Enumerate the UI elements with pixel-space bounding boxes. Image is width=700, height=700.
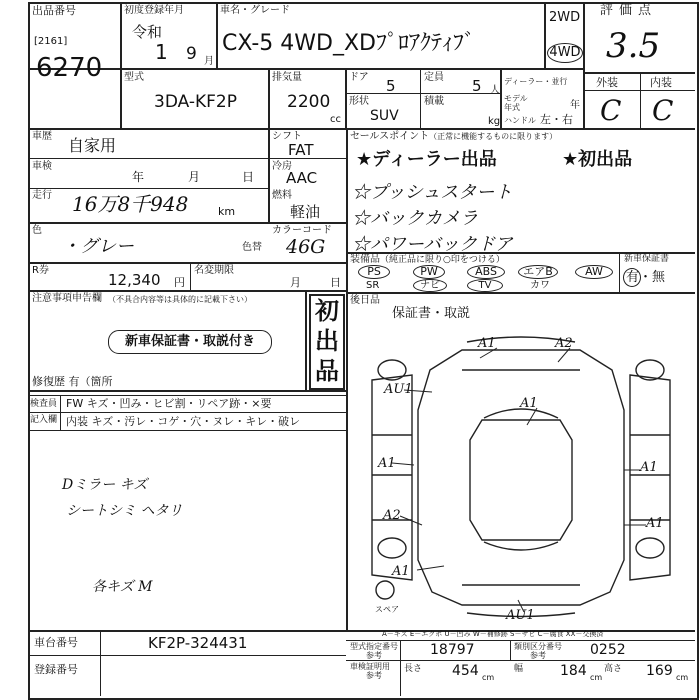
body-shape: SUV [370,108,399,124]
equip-ps: PS [358,265,390,279]
repair-history: 修復歴 有（箇所 [32,375,113,388]
height: 169 [646,663,673,679]
warranty-badge [108,330,272,354]
name-change-month: 月 [290,276,301,289]
era: 令和 [132,23,163,41]
exterior-label: 外装 [596,76,618,89]
col-line [500,68,502,128]
car-body-outline [418,350,624,605]
equip-airbag: エアB [518,265,558,279]
damage-mark: A1 [478,336,496,351]
warranty-circle [623,268,641,287]
recycle-amount: 12,340 [108,271,161,289]
equip-leather: カワ [530,280,550,291]
damage-mark: A2 [383,508,401,523]
model-year-label: モデル年式 [504,94,528,112]
first-listing-char: 初 [315,297,339,325]
damage-mark: A1 [378,456,396,471]
length-label: 長さ [404,664,423,674]
load-label: 積載 [424,96,444,107]
first-listing-char: 品 [315,357,339,385]
inspection-month: 月 [188,170,201,184]
cert-sub: 参考 [366,671,382,680]
spare-label: スペア [375,605,399,614]
inspection-label: 車検 [32,161,52,172]
row-line [28,390,346,392]
color-code: 46G [286,236,326,258]
equipment-note: （純正品に限り○印をつける） [380,255,505,265]
col-line [400,640,401,696]
equipment-label: 装備品（純正品に限り○印をつける） [350,254,505,265]
spare-tire [376,581,394,599]
model-year-unit: 年 [570,100,580,111]
dealer-label: ディーラー・並行 [504,77,568,86]
ac-label: 冷房 [272,161,292,172]
displacement-label: 排気量 [272,72,302,83]
row-line [28,188,268,189]
row-line [28,222,346,224]
first-reg-month: 9 [186,44,197,64]
col-line [420,68,421,128]
col-line [190,262,191,290]
load-unit: kg [488,116,501,127]
color-code-label: カラーコード [272,225,332,236]
col-line [346,128,348,630]
color-change-label: 色替 [242,242,262,253]
car-name: CX-5 4WD_XDﾌﾟﾛｱｸﾃｨﾌﾞ [222,31,475,56]
row-line [28,412,346,413]
wheel-rl [378,538,406,558]
mileage: 16万8千948 [72,192,189,216]
mileage-label: 走行 [32,190,52,201]
damage-mark: A1 [392,564,410,579]
col-line [268,128,270,222]
doors-label: ドア [349,72,369,83]
history-value: 自家用 [68,136,117,155]
name-change-label: 名変期限 [194,265,234,276]
first-listing-stamp [309,294,345,390]
spec-sub: 参考 [366,651,382,660]
first-reg-month-unit: 月 [204,56,214,67]
displacement-unit: cc [330,114,341,125]
warranty-label: 新車保証書 [624,254,670,264]
col-line [510,640,511,660]
sales-back-camera: ☆バックカメラ [352,208,478,229]
chassis-number: KF2P-324431 [148,634,248,652]
length: 454 [452,663,479,679]
fuel-label: 燃料 [272,190,292,201]
equip-navi: ナビ [413,279,447,292]
drive-2wd: 2WD [549,10,581,25]
sales-label: セールスポイント（正常に機能するものに限ります） [350,131,558,142]
row-line [28,430,346,431]
model-label: 型式 [124,72,144,83]
row-line [28,262,346,264]
evaluation-score: 3.5 [606,26,661,66]
class-number: 0252 [590,642,626,658]
model-code: 3DA-KF2P [154,92,237,112]
handle-label: ハンドル [504,116,536,125]
damage-mark: A2 [555,336,573,351]
col-line [100,630,101,696]
col-line [305,290,307,390]
history-label: 車歴 [32,131,52,142]
col-line [640,72,641,128]
lot-number-label: 出品番号 [32,4,76,17]
damage-mark: AU1 [384,382,413,397]
height-unit: cm [676,673,689,682]
lot-number: 6270 [36,53,103,83]
fuel: 軽油 [290,203,321,221]
notes-label: 注意事項申告欄 [32,293,102,304]
notes-sub: （不具合内容等は具体的に記載下さい） [108,295,252,304]
mileage-unit: km [218,205,236,218]
col-line [216,2,218,68]
inspector-row-exterior: FW キズ・凹み・ヒビ割・リペア跡・×要 [66,397,272,410]
inspector-label-2: 記入欄 [30,415,58,425]
damage-mark: A1 [646,516,664,531]
row-line [28,395,346,396]
spec-number: 18797 [430,642,475,658]
lot-sub-label: [2161] [34,36,68,47]
first-reg-year: 1 [155,40,168,64]
cert-label: 車検証明用 [350,662,390,671]
spec-label: 型式指定番号 [350,642,398,651]
exterior-grade: C [600,94,622,127]
color: ・グレー [62,236,134,257]
col-line [268,68,270,128]
row-line [346,292,695,294]
remark-mirror: Dミラー キズ [62,477,148,493]
shift: FAT [288,141,314,159]
inspection-year: 年 [132,170,145,184]
recycle-unit: 円 [174,276,185,289]
name-change-day: 日 [330,276,341,289]
remark-seat: シートシミ ヘタリ [66,503,183,519]
remark-scratches: 各キズ M [92,579,153,595]
later-items: 保証書・取説 [392,306,471,321]
evaluation-label: 評価点 [600,3,658,18]
handle-value: 左・右 [540,113,573,126]
first-registration-label: 初度登録年月 [124,5,184,16]
col-line [544,2,546,68]
warranty-value: 有・無 [626,270,666,285]
color-label: 色 [32,225,42,236]
interior-label: 内装 [650,76,672,89]
car-rear-window [484,542,558,550]
registration-label: 登録番号 [34,663,78,676]
capacity-label: 定員 [424,72,444,83]
col-line [120,2,122,128]
later-items-label: 後日品 [350,295,380,306]
col-line [60,395,61,430]
width-unit: cm [590,673,603,682]
ac: AAC [286,169,318,187]
row-line [28,128,695,130]
equip-abs: ABS [467,265,505,279]
length-unit: cm [482,673,495,682]
doors: 5 [386,77,396,95]
class-label: 類別区分番号 [514,642,562,651]
sales-dealer: ★ディーラー出品 [356,149,497,170]
sales-push-start: ☆プッシュスタート [352,182,513,203]
row-line [28,290,346,292]
damage-mark: A1 [520,396,538,411]
equip-tv: TV [467,279,503,292]
col-line [345,68,347,128]
damage-legend: A－キズ E－エクボ U－凹み W－補修跡 S－サビ C－腐食 XX－交換済 [382,630,604,638]
capacity: 5 [472,77,482,95]
row-line [583,90,695,91]
interior-grade: C [652,94,674,127]
sales-power-backdoor: ☆パワーバックドア [352,234,513,255]
damage-mark: A1 [640,460,658,475]
row-line [346,660,695,661]
col-line [619,252,620,292]
height-label: 高さ [604,664,623,674]
car-roof [470,420,572,540]
capacity-unit: 人 [490,85,500,96]
equip-pw: PW [413,265,445,279]
car-name-label: 車名・グレード [220,5,290,16]
first-listing-char: 出 [315,327,339,355]
equip-sr: SR [366,280,380,291]
damage-mark: AU1 [506,608,535,623]
width: 184 [560,663,587,679]
inspector-label: 検査員 [30,399,58,409]
inspection-day: 日 [242,170,255,184]
sales-note: （正常に機能するものに限ります） [429,132,558,141]
shift-label: シフト [272,131,302,142]
drive-4wd-circled: 4WD [547,43,583,63]
inspector-row-interior: 内装 キズ・汚レ・コゲ・穴・ヌレ・キレ・破レ [66,415,301,428]
wheel-rr [636,538,664,558]
width-label: 幅 [514,664,524,674]
row-line [583,72,695,74]
row-line [28,655,346,656]
displacement: 2200 [287,92,331,112]
equip-aw: AW [575,265,613,279]
col-line [583,2,585,128]
warranty-badge-text: 新車保証書・取説付き [124,334,255,349]
sales-first: ★初出品 [562,149,633,170]
class-sub: 参考 [530,651,546,660]
chassis-label: 車台番号 [34,636,78,649]
shape-label: 形状 [349,96,369,107]
recycle-label: R券 [32,265,49,276]
